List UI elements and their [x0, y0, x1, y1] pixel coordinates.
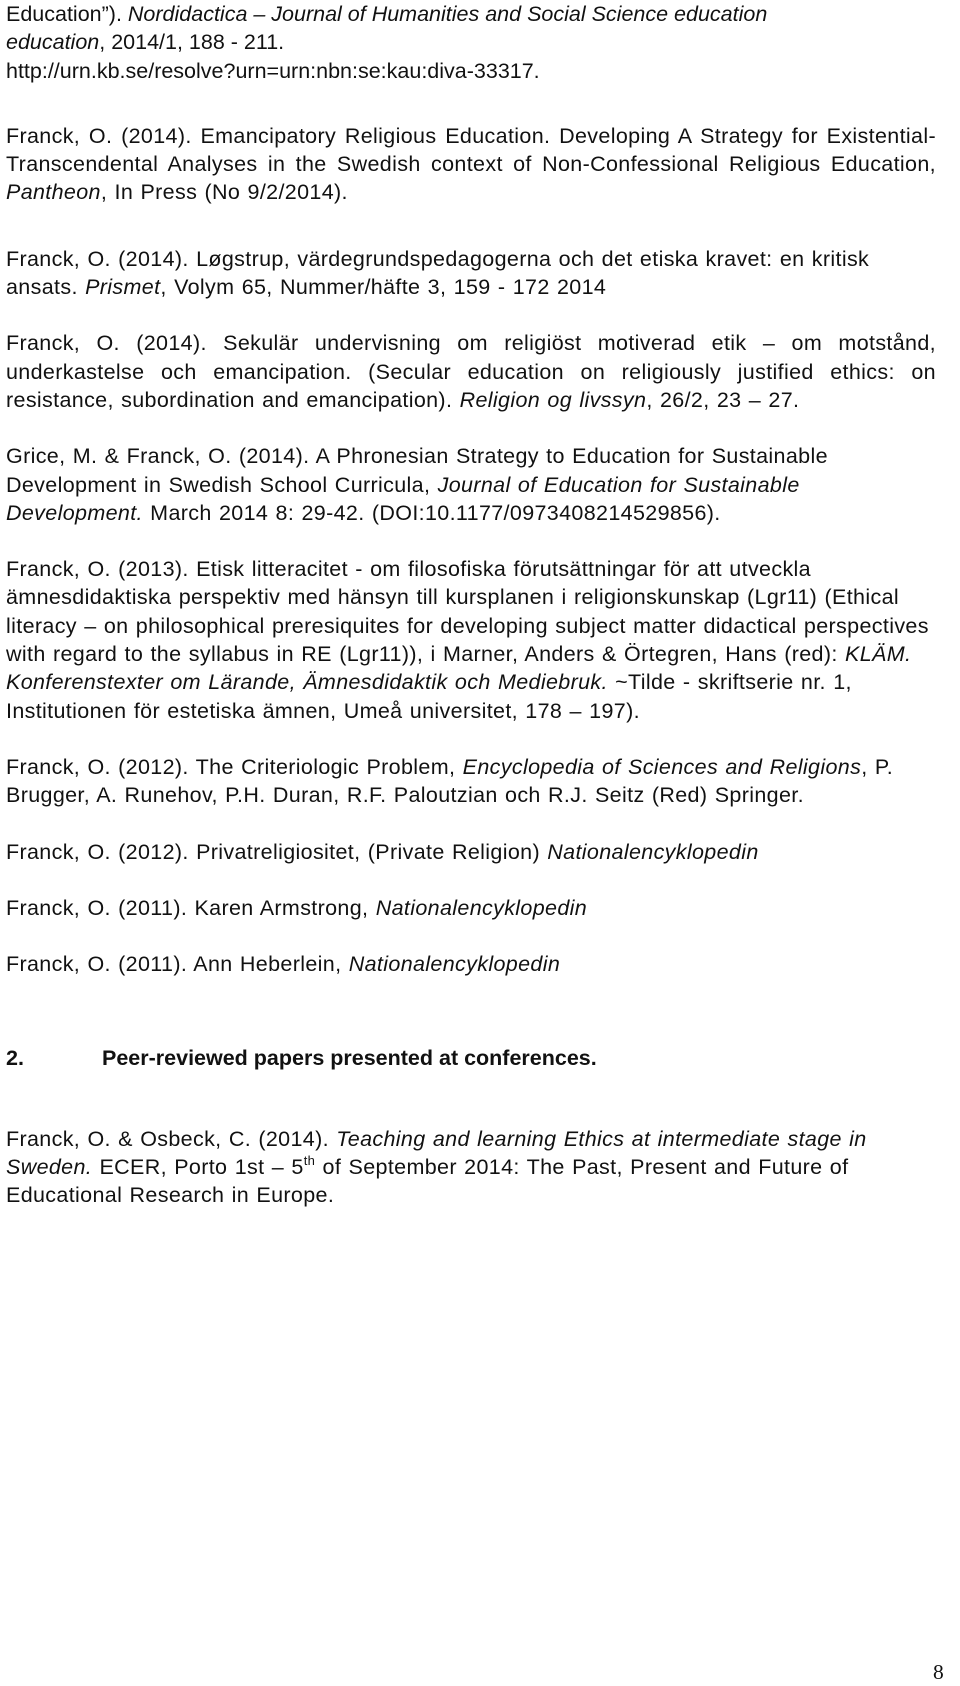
book-title: Encyclopedia of Sciences and Religions	[462, 754, 862, 779]
ref-details: , 26/2, 23 – 27.	[646, 387, 800, 412]
ref-text: Franck, O. (2013). Etisk litteracitet - om filosofiska förutsättningar för att utveckla ämnesdidaktiska perspektiv med hänsyn till kursplanen i religionskunskap (Lgr11) (Ethical literacy – on philosophical preresiquites for developing subject matter didactical perspectives with regard to the syllabus in RE (Lgr11)), i Marner, Anders & Örtegren, Hans (red):	[6, 557, 929, 667]
reference-prismet	[6, 245, 936, 302]
journal-title: Religion og livssyn	[459, 387, 647, 412]
ref-text: Franck, O. (2014). Emancipatory Religious Education. Developing A Strategy for Existential-Transcendental Analyses in the Swedish context of Non-Confessional Religious Education,	[6, 123, 936, 177]
book-title: KLÄM. Konferenstexter om Lärande, Ämnesdidaktik och Mediebruk.	[6, 642, 912, 695]
ref-details: ECER, Porto 1st – 5	[92, 1155, 304, 1180]
ref-details: , P. Brugger, A. Runehov, P.H. Duran, R.F. Paloutzian och R.J. Seitz (Red) Springer.	[6, 754, 894, 808]
reference-karen-armstrong	[6, 894, 936, 922]
ref-details: March 2014 8: 29-42. (DOI:10.1177/0973408214529856).	[142, 500, 721, 525]
book-title: Nationalencyklopedin	[348, 952, 561, 977]
reference-ann-heberlein	[6, 950, 936, 978]
book-title: Nationalencyklopedin	[375, 895, 588, 920]
reference-encyclopedia	[6, 753, 936, 810]
section-heading	[6, 1044, 936, 1072]
reference-klam	[6, 555, 936, 725]
ordinal-suffix: th	[303, 1153, 316, 1169]
ref-url: http://urn.kb.se/resolve?urn=urn:nbn:se:kau:diva-33317.	[6, 58, 540, 83]
journal-title: Nordidactica – Journal of Humanities and Social Science education	[127, 2, 768, 26]
journal-title: Pantheon	[6, 180, 101, 205]
reference-nordidactica-continuation	[6, 0, 936, 85]
reference-ecer-conference	[6, 1125, 936, 1210]
journal-title: Journal of Education for Sustainable Development.	[6, 472, 800, 525]
journal-title-continued: education	[6, 30, 100, 55]
reference-religion-og-livssyn	[6, 329, 936, 414]
reference-privatreligiositet	[6, 838, 936, 866]
ref-text: Education”).	[6, 2, 128, 26]
ref-text: Franck, O. (2012). Privatreligiositet, (Private Religion)	[6, 839, 548, 864]
ref-text: Franck, O. (2012). The Criteriologic Problem,	[6, 754, 463, 779]
reference-pantheon	[6, 122, 936, 207]
ref-text: Franck, O. (2011). Karen Armstrong,	[6, 895, 376, 920]
ref-details-continued: of September 2014: The Past, Present and Future of Educational Research in Europe.	[6, 1155, 849, 1208]
reference-journal-esd	[6, 442, 936, 527]
book-title: Nationalencyklopedin	[547, 839, 759, 864]
ref-text: Franck, O. (2014). Sekulär undervisning om religiöst motiverad etik – om motstånd, underkastelse och emancipation. (Secular education on religiously justified ethics: on resistance, subordination and emancipation).	[6, 331, 936, 412]
ref-details: , 2014/1, 188 - 211.	[99, 30, 285, 55]
ref-details: , In Press (No 9/2/2014).	[100, 180, 348, 205]
document-page	[6, 0, 936, 1210]
journal-title: Prismet	[85, 275, 161, 300]
ref-details: ~Tilde - skriftserie nr. 1, Institutionen för estetiska ämnen, Umeå universitet, 178 – 197).	[6, 670, 852, 723]
ref-text: Franck, O. (2014). Løgstrup, värdegrundspedagogerna och det etiska kravet: en kritisk ansats.	[6, 246, 870, 300]
paper-title: Teaching and learning Ethics at intermediate stage in Sweden.	[6, 1126, 867, 1180]
section-title: Peer-reviewed papers presented at conferences.	[102, 1046, 597, 1071]
section-number: 2.	[6, 1046, 24, 1071]
ref-text: Grice, M. & Franck, O. (2014). A Phronesian Strategy to Education for Sustainable Development in Swedish School Curricula,	[6, 444, 828, 497]
ref-text: Franck, O. & Osbeck, C. (2014).	[6, 1126, 337, 1151]
ref-details: , Volym 65, Nummer/häfte 3, 159 - 172 2014	[160, 275, 607, 300]
ref-text: Franck, O. (2011). Ann Heberlein,	[6, 952, 349, 977]
page-number: 8	[933, 1660, 944, 1684]
